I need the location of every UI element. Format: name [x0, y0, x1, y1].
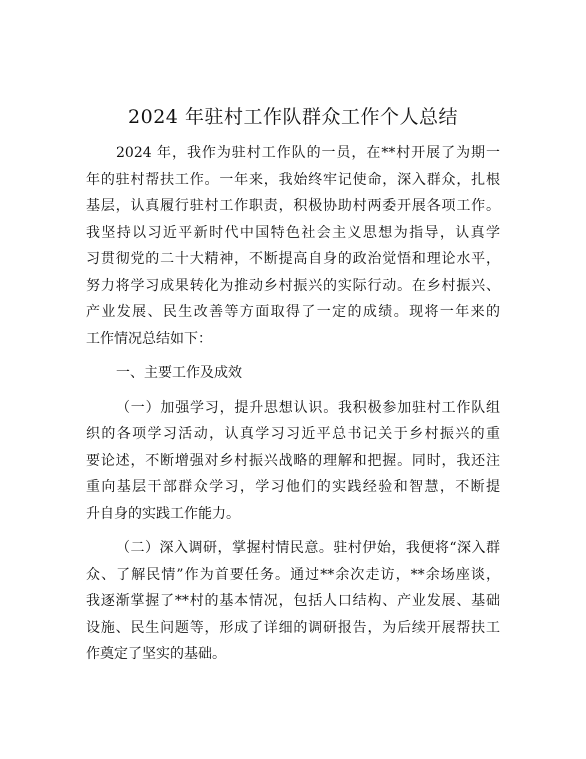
paragraph-line: 升自身的实践工作能力。: [86, 505, 240, 522]
paragraph-line: 我逐渐掌握了**村的基本情况，包括人口结构、产业发展、基础: [86, 593, 500, 609]
paragraph-line: 努力将学习成果转化为推动乡村振兴的实际行动。在乡村振兴、: [86, 277, 500, 294]
paragraph-line: （二）深入调研，掌握村情民意。驻村伊始，我便将“深入群: [116, 540, 500, 556]
paragraph-line: 作奠定了坚实的基础。: [86, 646, 226, 662]
paragraph-gap: [86, 352, 500, 360]
paragraph-line: 年的驻村帮扶工作。一年来，我始终牢记使命，深入群众，扎根: [86, 171, 500, 188]
document-title: 2024 年驻村工作队群众工作个人总结: [128, 106, 458, 128]
paragraph-line: 产业发展、民生改善等方面取得了一定的成绩。现将一年来的: [86, 304, 500, 320]
paragraph-line: 我坚持以习近平新时代中国特色社会主义思想为指导，认真学: [86, 224, 500, 241]
paragraph-line: 织的各项学习活动，认真学习习近平总书记关于乡村振兴的重: [86, 426, 500, 442]
paragraph-line: 设施、民生问题等，形成了详细的调研报告，为后续开展帮扶工: [86, 619, 500, 636]
paragraph-line: 基层，认真履行驻村工作职责，积极协助村两委开展各项工作。: [86, 198, 500, 214]
paragraph-line: 众、了解民情”作为首要任务。通过**余次走访，**余场座谈，: [86, 566, 500, 583]
paragraph-research: [86, 535, 500, 668]
paragraph-line: 工作情况总结如下：: [86, 330, 212, 347]
document-body: [86, 140, 500, 668]
paragraph-line: 重向基层干部群众学习，学习他们的实践经验和智慧，不断提: [86, 479, 500, 495]
paragraph-line: （一）加强学习，提升思想认识。我积极参加驻村工作队组: [116, 399, 500, 416]
paragraph-line: 要论述，不断增强对乡村振兴战略的理解和把握。同时，我还注: [86, 452, 500, 469]
paragraph-line: 2024 年，我作为驻村工作队的一员，在**村开展了为期一: [116, 145, 500, 161]
paragraph-gap: [86, 527, 500, 535]
paragraph-gap: [86, 387, 500, 395]
paragraph-line: 习贯彻党的二十大精神，不断提高自身的政治觉悟和理论水平，: [86, 251, 500, 267]
paragraph-study: [86, 395, 500, 528]
paragraph-intro: [86, 140, 500, 352]
section-heading: [86, 360, 500, 387]
section-heading-text: 一、主要工作及成效: [116, 365, 242, 381]
